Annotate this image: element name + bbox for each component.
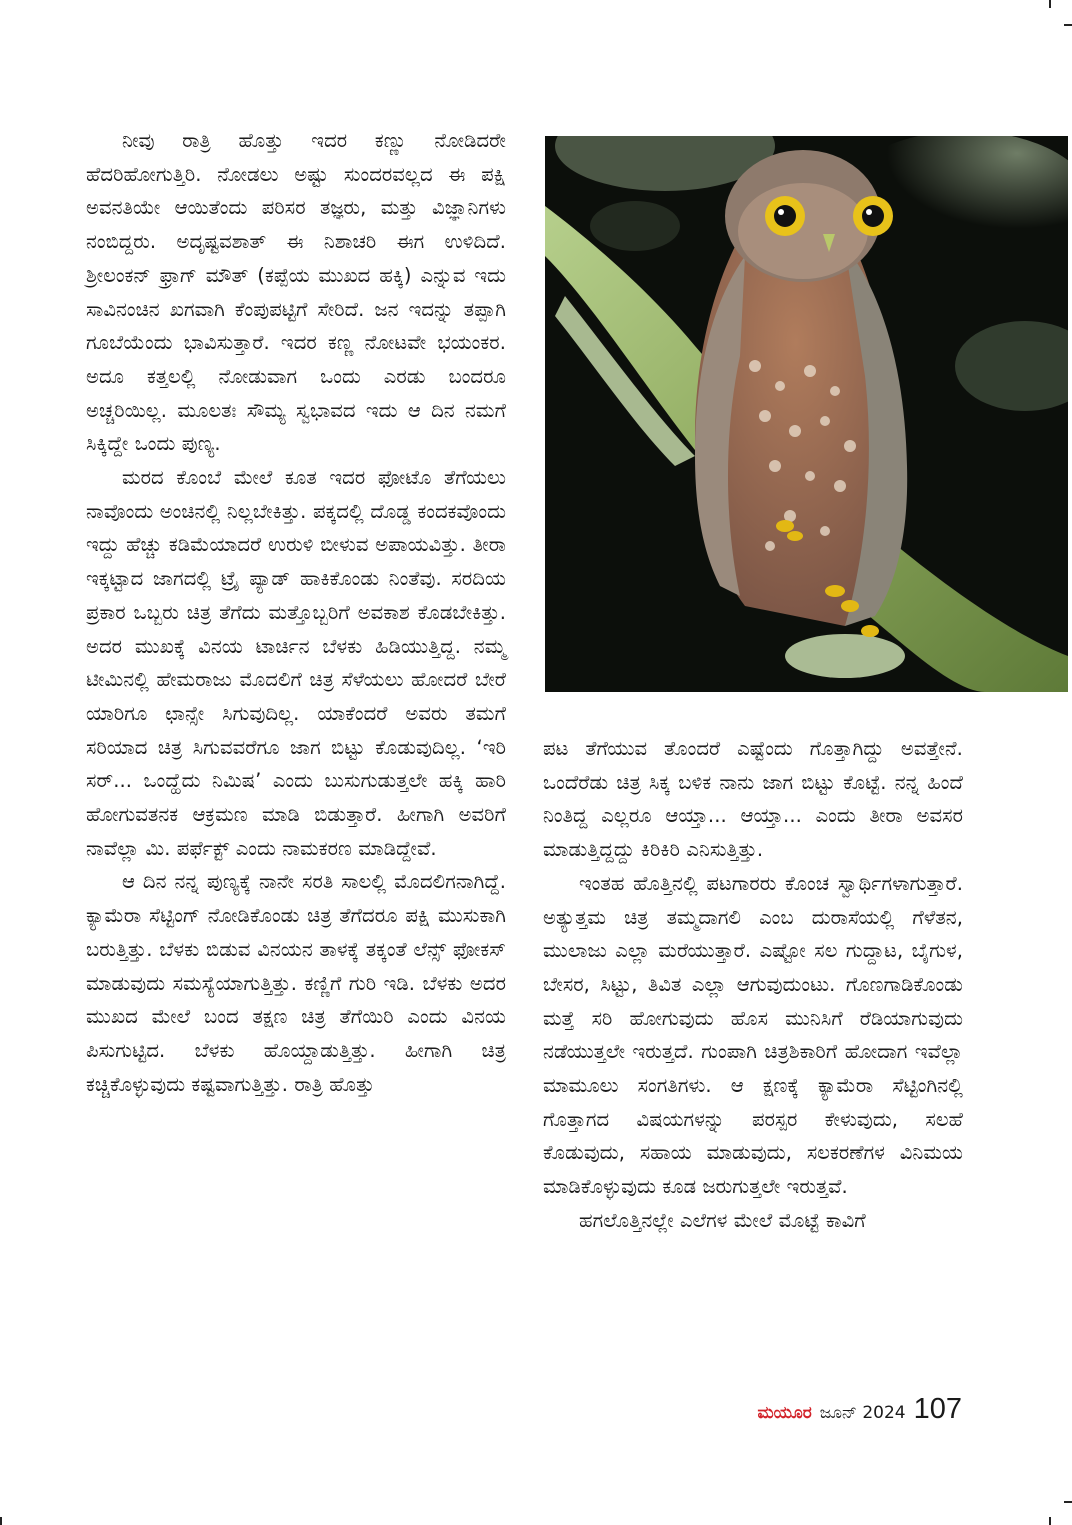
crop-mark-left-bottom: [0, 1517, 2, 1525]
magazine-logo: ಮಯೂರ: [757, 1403, 812, 1423]
page-footer: [757, 1393, 962, 1426]
crop-mark-right-bottom: [1064, 1501, 1072, 1503]
left-text-column: [86, 124, 506, 1101]
issue-date: ಜೂನ್ 2024: [819, 1403, 906, 1423]
crop-mark-bottom: [1049, 1517, 1051, 1525]
paragraph: ಆ ದಿನ ನನ್ನ ಪುಣ್ಯಕ್ಕೆ ನಾನೇ ಸರತಿ ಸಾಲಲ್ಲಿ ಮೊದಲಿಗನಾಗಿದ್ದೆ. ಕ್ಯಾಮೆರಾ ಸೆಟ್ಟಿಂಗ್ ನೋಡಿಕೊಂಡು ಚಿತ್ರ ತೆಗೆದರೂ ಪಕ್ಷಿ ಮುಸುಕಾಗಿ ಬರುತ್ತಿತ್ತು. ಬೆಳಕು ಬಿಡುವ ವಿನಯನ ತಾಳಕ್ಕೆ ತಕ್ಕಂತೆ ಲೆನ್ಸ್ ಫೋಕಸ್ ಮಾಡುವುದು ಸಮಸ್ಯೆಯಾಗುತ್ತಿತ್ತು. ಕಣ್ಣಿಗೆ ಗುರಿ ಇಡಿ. ಬೆಳಕು ಅದರ ಮುಖದ ಮೇಲೆ ಬಂದ ತಕ್ಷಣ ಚಿತ್ರ ತೆಗೆಯಿರಿ ಎಂದು ವಿನಯ ಪಿಸುಗುಟ್ಟಿದ. ಬೆಳಕು ಹೊಯ್ದಾಡುತ್ತಿತ್ತು. ಹೀಗಾಗಿ ಚಿತ್ರ ಕಚ್ಚಿಕೊಳ್ಳುವುದು ಕಷ್ಟವಾಗುತ್ತಿತ್ತು. ರಾತ್ರಿ ಹೊತ್ತು: [86, 870, 506, 1096]
page-number: 107: [913, 1393, 962, 1425]
paragraph: ಪಟ ತೆಗೆಯುವ ತೊಂದರೆ ಎಷ್ಟೆಂದು ಗೊತ್ತಾಗಿದ್ದು ಅವತ್ತೇನೆ. ಒಂದೆರೆಡು ಚಿತ್ರ ಸಿಕ್ಕ ಬಳಿಕ ನಾನು ಜಾಗ ಬಿಟ್ಟು ಕೊಟ್ಟೆ. ನನ್ನ ಹಿಂದೆ ನಿಂತಿದ್ದ ಎಲ್ಲರೂ ಆಯ್ತಾ... ಆಯ್ತಾ... ಎಂದು ತೀರಾ ಅವಸರ ಮಾಡುತ್ತಿದ್ದದ್ದು ಕಿರಿಕಿರಿ ಎನಿಸುತ್ತಿತ್ತು.: [543, 737, 963, 862]
crop-mark-top: [1049, 0, 1051, 8]
right-text-column: [543, 732, 963, 1238]
paragraph: ಇಂತಹ ಹೊತ್ತಿನಲ್ಲಿ ಪಟಗಾರರು ಕೊಂಚ ಸ್ವಾರ್ಥಿಗಳಾಗುತ್ತಾರೆ. ಅತ್ಯುತ್ತಮ ಚಿತ್ರ ತಮ್ಮದಾಗಲಿ ಎಂಬ ದುರಾಸೆಯಲ್ಲಿ ಗೆಳೆತನ, ಮುಲಾಜು ಎಲ್ಲಾ ಮರೆಯುತ್ತಾರೆ. ಎಷ್ಟೋ ಸಲ ಗುದ್ದಾಟ, ಬೈಗುಳ, ಬೇಸರ, ಸಿಟ್ಟು, ತಿವಿತ ಎಲ್ಲಾ ಆಗುವುದುಂಟು. ಗೊಣಗಾಡಿಕೊಂಡು ಮತ್ತೆ ಸರಿ ಹೋಗುವುದು ಹೊಸ ಮುನಿಸಿಗೆ ರೆಡಿಯಾಗುವುದು ನಡೆಯುತ್ತಲೇ ಇರುತ್ತದೆ. ಗುಂಪಾಗಿ ಚಿತ್ರಶಿಕಾರಿಗೆ ಹೋದಾಗ ಇವೆಲ್ಲಾ ಮಾಮೂಲು ಸಂಗತಿಗಳು. ಆ ಕ್ಷಣಕ್ಕೆ ಕ್ಯಾಮೆರಾ ಸೆಟ್ಟಿಂಗಿನಲ್ಲಿ ಗೊತ್ತಾಗದ ವಿಷಯಗಳನ್ನು ಪರಸ್ಪರ ಕೇಳುವುದು, ಸಲಹೆ ಕೊಡುವುದು, ಸಹಾಯ ಮಾಡುವುದು, ಸಲಕರಣೆಗಳ ವಿನಿಮಯ ಮಾಡಿಕೊಳ್ಳುವುದು ಕೂಡ ಜರುಗುತ್ತಲೇ ಇರುತ್ತವೆ.: [543, 871, 963, 1199]
crop-mark-right: [1064, 24, 1072, 26]
paragraph: ಹಗಲೊತ್ತಿನಲ್ಲೇ ಎಲೆಗಳ ಮೇಲೆ ಮೊಟ್ಟೆ ಕಾವಿಗೆ: [579, 1208, 866, 1232]
paragraph: ನೀವು ರಾತ್ರಿ ಹೊತ್ತು ಇದರ ಕಣ್ಣು ನೋಡಿದರೇ ಹೆದರಿಹೋಗುತ್ತಿರಿ. ನೋಡಲು ಅಷ್ಟು ಸುಂದರವಲ್ಲದ ಈ ಪಕ್ಷಿ ಅವನತಿಯೇ ಆಯಿತೆಂದು ಪರಿಸರ ತಜ್ಞರು, ಮತ್ತು ವಿಜ್ಞಾನಿಗಳು ನಂಬಿದ್ದರು. ಅದೃಷ್ಟವಶಾತ್ ಈ ನಿಶಾಚರಿ ಈಗ ಉಳಿದಿದೆ. ಶ್ರೀಲಂಕನ್ ಫ್ರಾಗ್ ಮೌತ್ (ಕಪ್ಪೆಯ ಮುಖದ ಹಕ್ಕಿ) ಎನ್ನುವ ಇದು ಸಾವಿನಂಚಿನ ಖಗವಾಗಿ ಕೆಂಪುಪಟ್ಟಿಗೆ ಸೇರಿದೆ. ಜನ ಇದನ್ನು ತಪ್ಪಾಗಿ ಗೂಬೆಯೆಂದು ಭಾವಿಸುತ್ತಾರೆ. ಇದರ ಕಣ್ಣ ನೋಟವೇ ಭಯಂಕರ. ಅದೂ ಕತ್ತಲಲ್ಲಿ ನೋಡುವಾಗ ಒಂದು ಎರಡು ಬಂದರೂ ಅಚ್ಚರಿಯಿಲ್ಲ. ಮೂಲತಃ ಸೌಮ್ಯ ಸ್ವಭಾವದ ಇದು ಆ ದಿನ ನಮಗೆ ಸಿಕ್ಕಿದ್ದೇ ಒಂದು ಪುಣ್ಯ.: [86, 129, 506, 456]
owl-photo: [545, 136, 1068, 692]
paragraph: ಮರದ ಕೊಂಬೆ ಮೇಲೆ ಕೂತ ಇದರ ಫೋಟೊ ತೆಗೆಯಲು ನಾವೊಂದು ಅಂಚಿನಲ್ಲಿ ನಿಲ್ಲಬೇಕಿತ್ತು. ಪಕ್ಕದಲ್ಲಿ ದೊಡ್ಡ ಕಂದಕವೊಂದು ಇದ್ದು ಹೆಚ್ಚು ಕಡಿಮೆಯಾದರೆ ಉರುಳಿ ಬೀಳುವ ಅಪಾಯವಿತ್ತು. ತೀರಾ ಇಕ್ಕಟ್ಟಾದ ಜಾಗದಲ್ಲಿ ಟ್ರೈ ಪ್ಯಾಡ್ ಹಾಕಿಕೊಂಡು ನಿಂತೆವು. ಸರದಿಯ ಪ್ರಕಾರ ಒಬ್ಬರು ಚಿತ್ರ ತೆಗೆದು ಮತ್ತೊಬ್ಬರಿಗೆ ಅವಕಾಶ ಕೊಡಬೇಕಿತ್ತು. ಅದರ ಮುಖಕ್ಕೆ ವಿನಯ ಟಾರ್ಚಿನ ಬೆಳಕು ಹಿಡಿಯುತ್ತಿದ್ದ. ನಮ್ಮ ಟೀಮಿನಲ್ಲಿ ಹೇಮರಾಜು ಮೊದಲಿಗೆ ಚಿತ್ರ ಸೆಳೆಯಲು ಹೋದರೆ ಬೇರೆ ಯಾರಿಗೂ ಛಾನ್ಸೇ ಸಿಗುವುದಿಲ್ಲ. ಯಾಕೆಂದರೆ ಅವರು ತಮಗೆ ಸರಿಯಾದ ಚಿತ್ರ ಸಿಗುವವರೆಗೂ ಜಾಗ ಬಿಟ್ಟು ಕೊಡುವುದಿಲ್ಲ. ‘ಇರಿ ಸರ್... ಒಂದ್ಹೆದು ನಿಮಿಷ’ ಎಂದು ಬುಸುಗುಡುತ್ತಲೇ ಹಕ್ಕಿ ಹಾರಿ ಹೋಗುವತನಕ ಆಕ್ರಮಣ ಮಾಡಿ ಬಿಡುತ್ತಾರೆ. ಹೀಗಾಗಿ ಅವರಿಗೆ ನಾವೆಲ್ಲಾ ಮಿ. ಪರ್ಫೆಕ್ಟ್ ಎಂದು ನಾಮಕರಣ ಮಾಡಿದ್ದೇವೆ.: [86, 466, 506, 860]
